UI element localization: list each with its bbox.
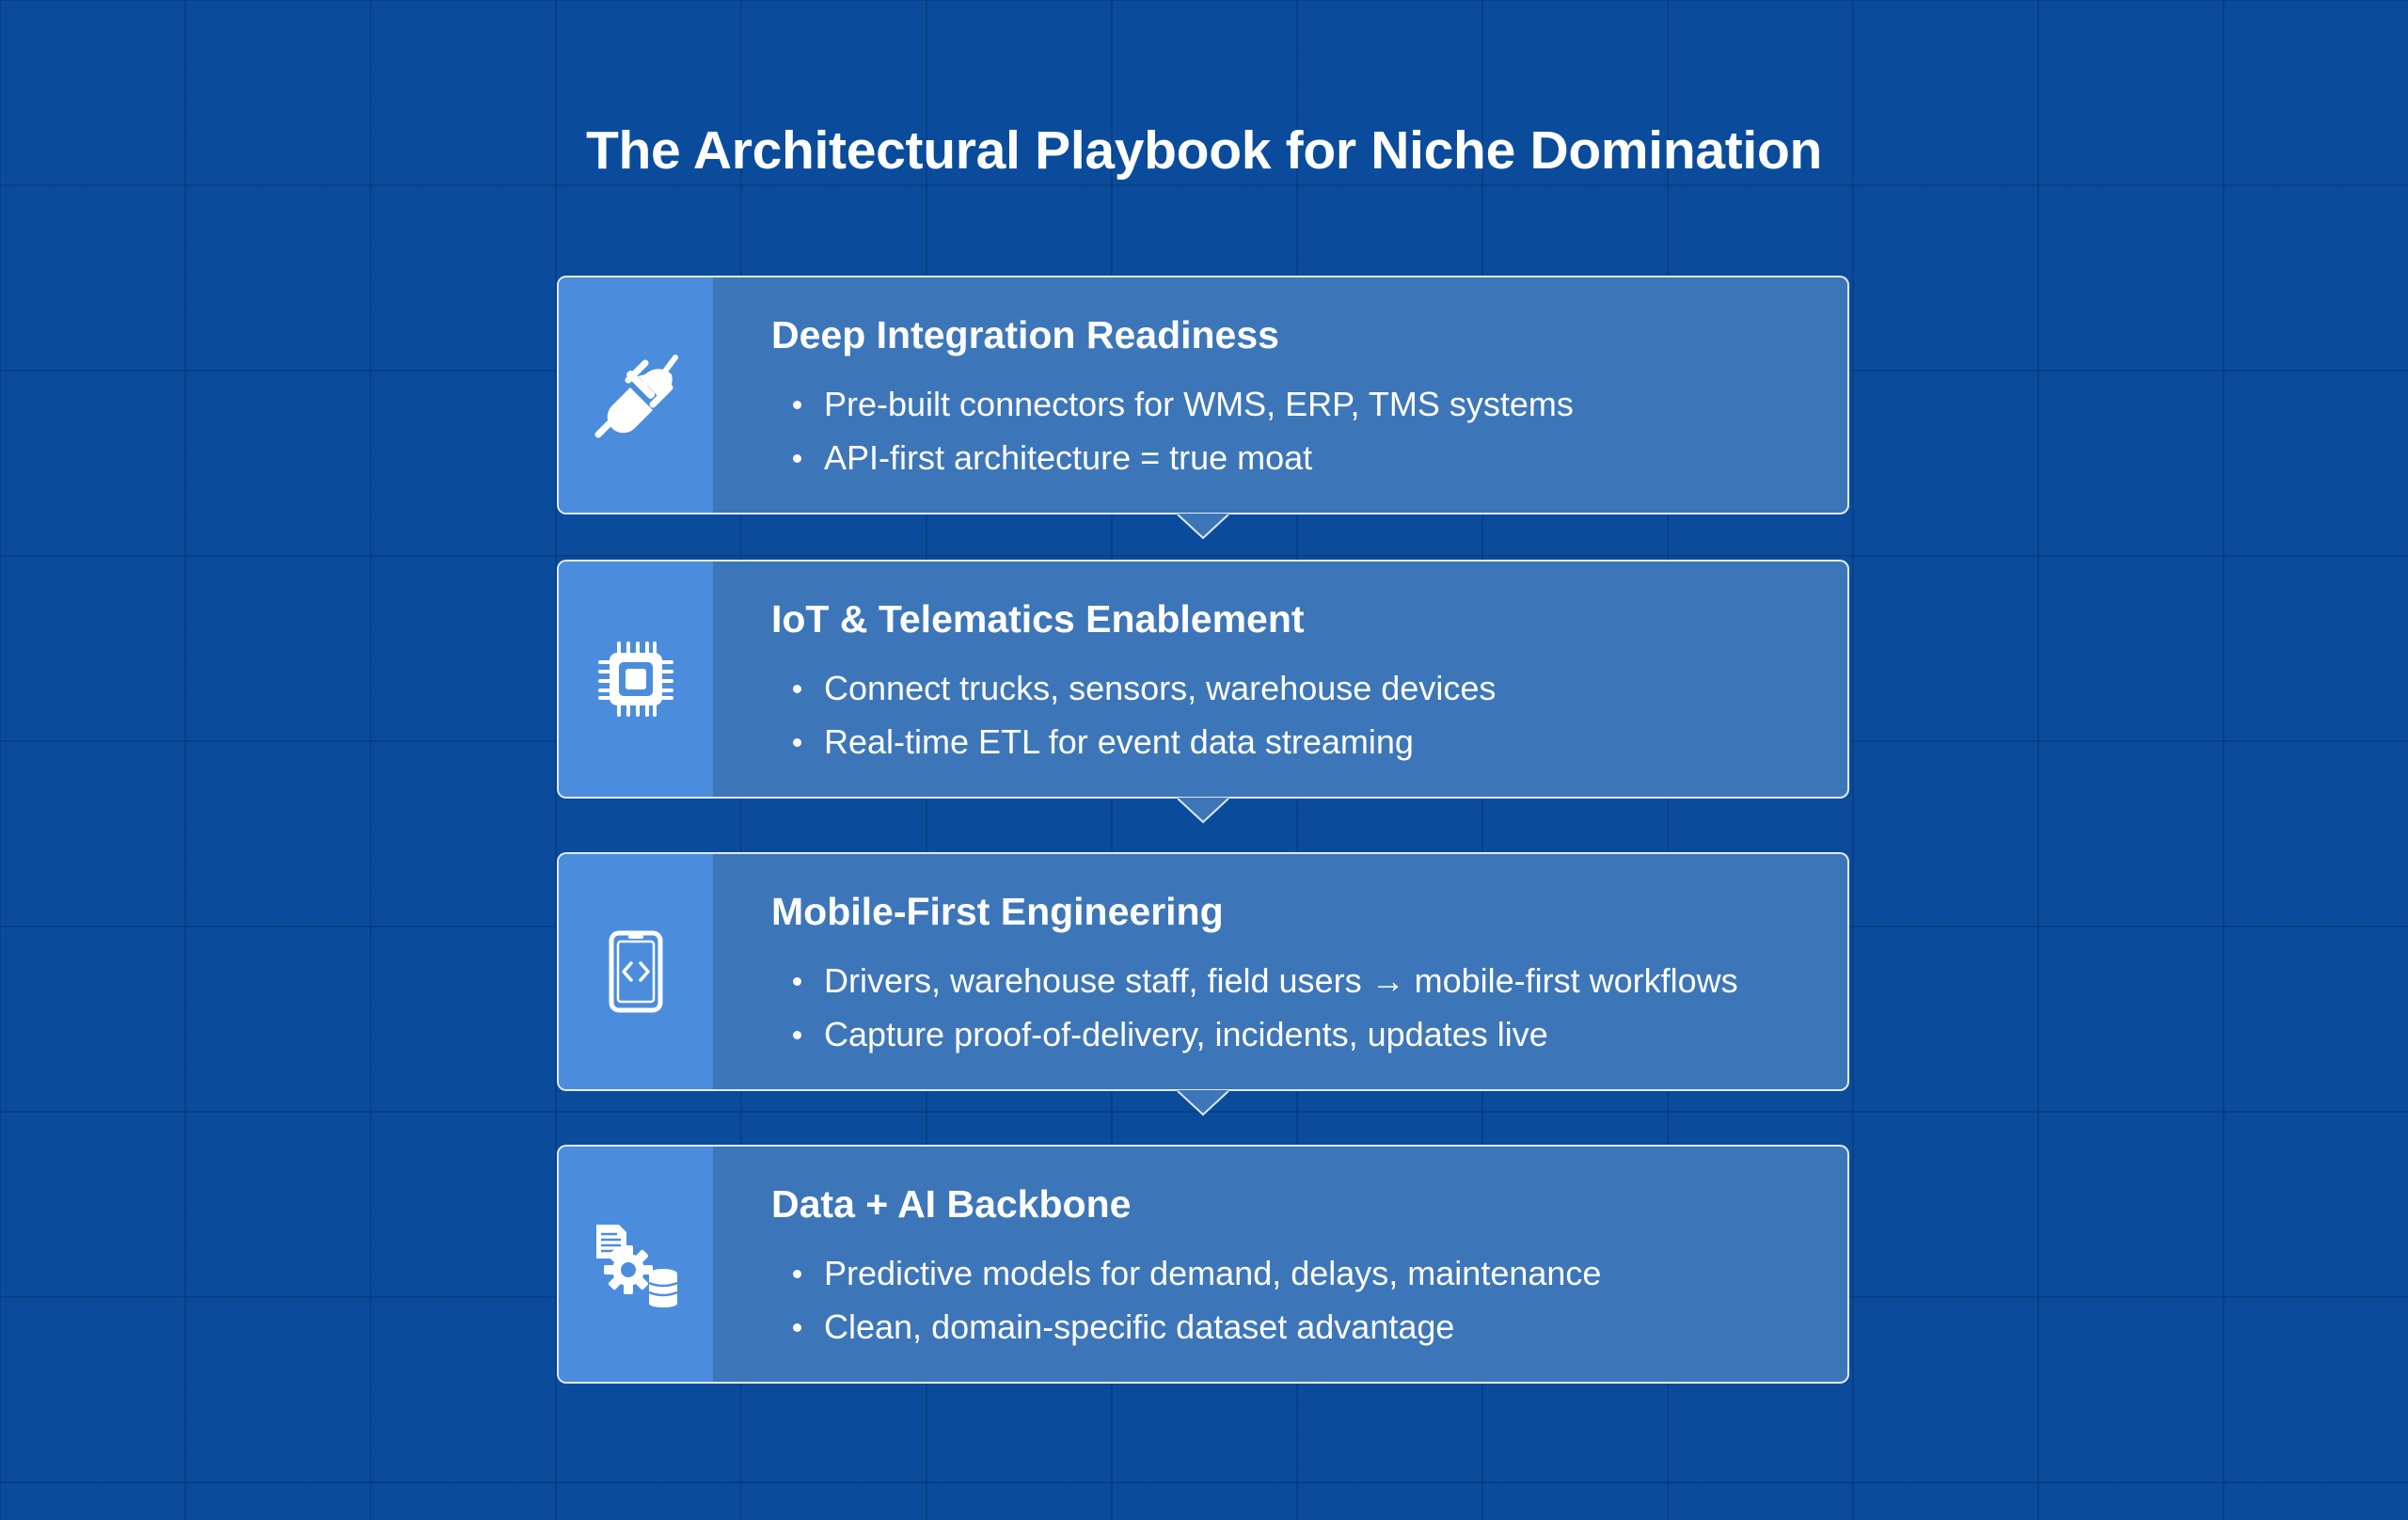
step-icon-panel [559, 277, 713, 513]
step-card-data-ai [557, 1145, 1849, 1384]
step-bullet: Pre-built connectors for WMS, ERP, TMS systems [771, 377, 1574, 431]
step-card-mobile-first [557, 852, 1849, 1091]
flow-arrow-connector [1177, 798, 1229, 824]
step-bullet: API-first architecture = true moat [771, 431, 1574, 484]
plug-icon [591, 348, 681, 442]
step-card-deep-integration [557, 276, 1849, 515]
step-bullet: Clean, domain-specific dataset advantage [771, 1300, 1601, 1354]
step-bullet: Predictive models for demand, delays, maintenance [771, 1246, 1601, 1300]
step-bullet: Drivers, warehouse staff, field users → mobile-first workflows [771, 954, 1738, 1007]
step-bullet-list [771, 1246, 1601, 1354]
mobile-code-icon [608, 929, 664, 1014]
step-bullet-list [771, 954, 1738, 1061]
data-gear-icon [593, 1221, 679, 1307]
step-title: IoT & Telematics Enablement [771, 597, 1305, 641]
step-bullet: Real-time ETL for event data streaming [771, 715, 1496, 768]
step-icon-panel [559, 854, 713, 1089]
step-icon-panel [559, 562, 713, 797]
flow-arrow-connector [1177, 514, 1229, 540]
flow-arrow-connector [1177, 1090, 1229, 1116]
step-bullet-list [771, 661, 1496, 768]
step-title: Mobile-First Engineering [771, 890, 1224, 933]
step-title: Deep Integration Readiness [771, 313, 1279, 356]
chip-icon [596, 640, 675, 719]
page-title: The Architectural Playbook for Niche Domination [586, 120, 1822, 181]
step-bullet-list [771, 377, 1574, 484]
step-title: Data + AI Backbone [771, 1182, 1132, 1226]
step-bullet: Capture proof-of-delivery, incidents, updates live [771, 1007, 1738, 1061]
step-card-iot-telematics [557, 560, 1849, 799]
step-icon-panel [559, 1147, 713, 1382]
step-bullet: Connect trucks, sensors, warehouse devices [771, 661, 1496, 715]
